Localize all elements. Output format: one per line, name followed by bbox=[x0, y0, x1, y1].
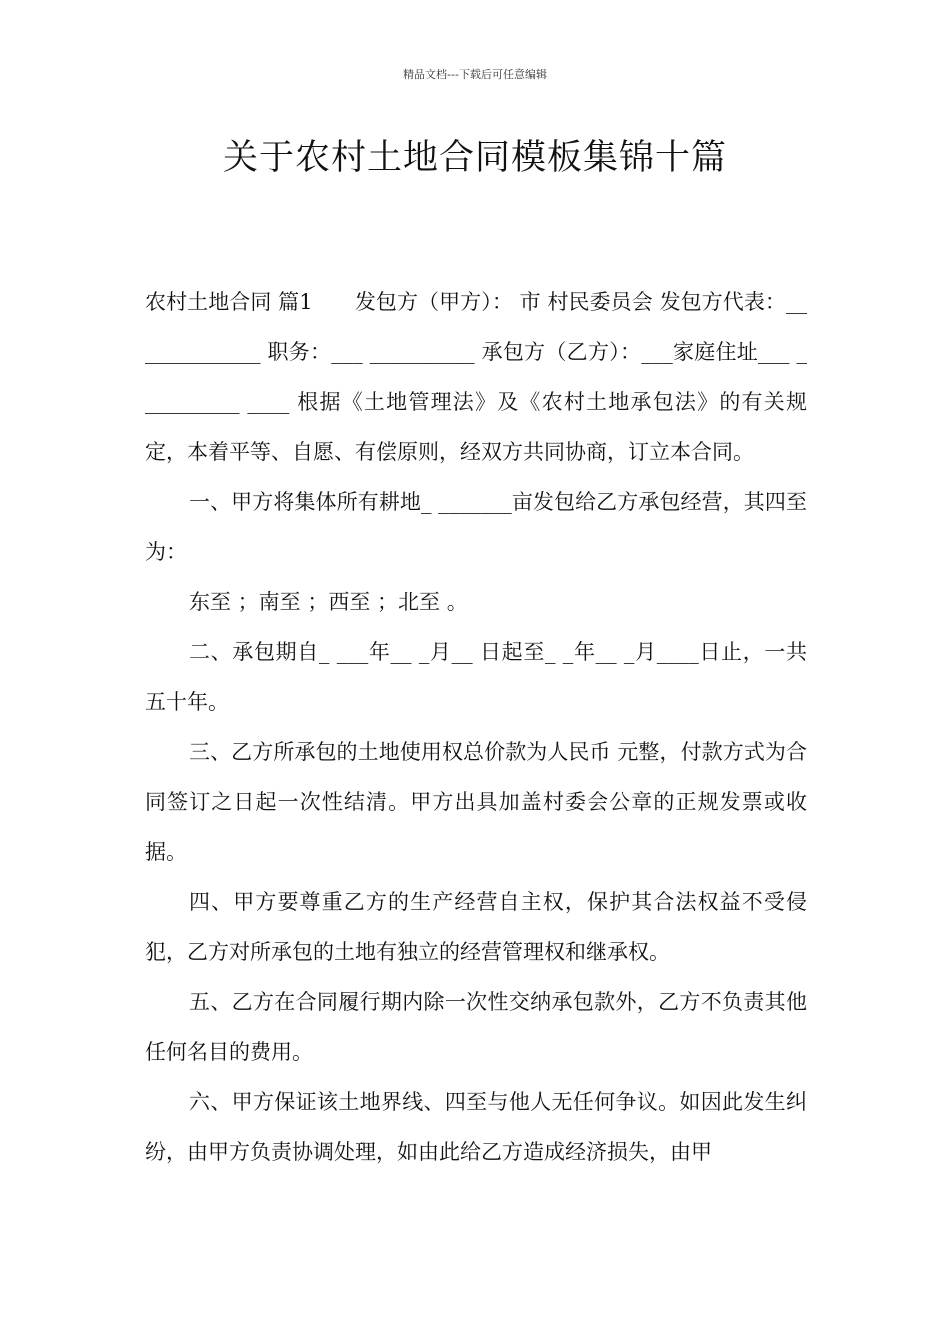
paragraph-intro: 农村土地合同 篇1 发包方（甲方）： 市 村民委员会 发包方代表：_____________ 职务：___ __________ 承包方（乙方）：___家庭住址___ __________ ____ 根据《土地管理法》及《农村土地承包法》的有关规定，本着平等、自愿、有偿原则，经双方共同协商，订立本合同。 bbox=[145, 290, 807, 464]
paragraph-clause-6: 六、甲方保证该土地界线、四至与他人无任何争议。如因此发生纠纷，由甲方负责协调处理，如由此给乙方造成经济损失，由甲 bbox=[145, 1090, 807, 1164]
paragraph-boundaries: 东至 ；南至 ；西至 ；北至 。 bbox=[189, 590, 468, 614]
paragraph-clause-2: 二、承包期自_ ___年__ _月__ 日起至_ _年__ _月____日止，一共五十年。 bbox=[145, 640, 807, 714]
paragraph-clause-3: 三、乙方所承包的土地使用权总价款为人民币 元整，付款方式为合同签订之日起一次性结清。甲方出具加盖村委会公章的正规发票或收据。 bbox=[145, 740, 807, 864]
paragraph-clause-5: 五、乙方在合同履行期内除一次性交纳承包款外，乙方不负责其他任何名目的费用。 bbox=[145, 990, 807, 1064]
document-body bbox=[145, 277, 807, 1177]
page-header-note: 精品文档---下载后可任意编辑 bbox=[403, 68, 547, 81]
document-title: 关于农村土地合同模板集锦十篇 bbox=[222, 138, 727, 178]
paragraph-clause-1: 一、甲方将集体所有耕地_ _______亩发包给乙方承包经营，其四至为： bbox=[145, 490, 807, 564]
paragraph-clause-4: 四、甲方要尊重乙方的生产经营自主权，保护其合法权益不受侵犯，乙方对所承包的土地有独立的经营管理权和继承权。 bbox=[145, 890, 807, 964]
